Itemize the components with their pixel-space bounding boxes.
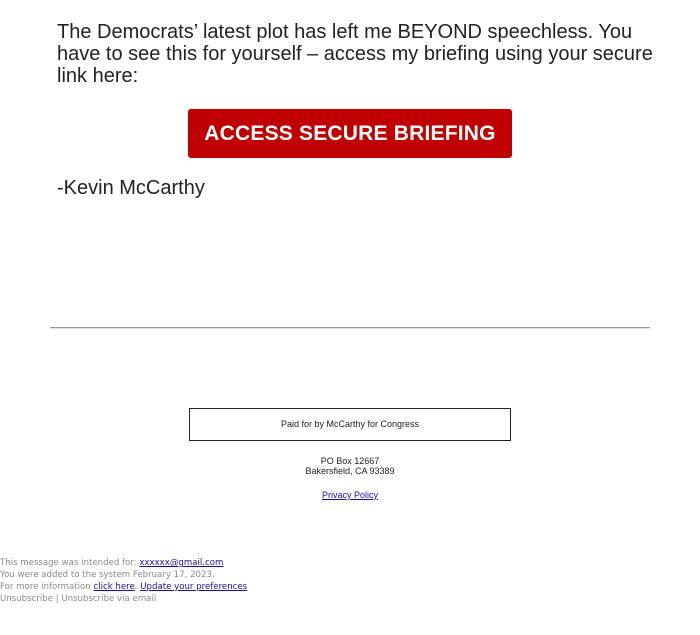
pipe-separator: |	[52, 594, 62, 604]
mailing-address	[200, 456, 500, 476]
privacy-container	[200, 490, 500, 501]
more-info-line	[0, 581, 247, 593]
privacy-policy-link[interactable]: Privacy Policy	[321, 490, 378, 500]
more-info-label: For more information	[0, 582, 94, 592]
unsubscribe-via-email-link[interactable]: Unsubscribe via email	[61, 594, 157, 604]
access-secure-briefing-button[interactable]: ACCESS SECURE BRIEFING	[188, 109, 512, 158]
added-to-system-line: You were added to the system February 17, 2023.	[0, 570, 215, 580]
intended-for-line	[0, 557, 247, 569]
email-message-body: The Democrats’ latest plot has left me BEYOND speechless. You have to see this for yourself – access my briefing using your secure link here:	[57, 21, 653, 87]
click-here-link[interactable]: click here	[93, 582, 135, 592]
divider	[50, 327, 650, 329]
cta-container	[188, 109, 512, 158]
system-footer	[0, 557, 247, 605]
more-info-separator: .	[134, 582, 141, 592]
signature: -Kevin McCarthy	[57, 177, 205, 199]
address-line-1: PO Box 12667	[320, 456, 380, 466]
address-line-2: Bakersfield, CA 93389	[305, 466, 395, 476]
recipient-email-link[interactable]: xxxxxx@gmail.com	[139, 558, 224, 568]
intended-for-label: This message was intended for:	[0, 558, 140, 568]
unsubscribe-link[interactable]: Unsubscribe	[0, 594, 53, 604]
unsubscribe-line	[0, 593, 247, 605]
paid-for-disclaimer: Paid for by McCarthy for Congress	[189, 408, 511, 441]
update-preferences-link[interactable]: Update your preferences	[140, 582, 248, 592]
